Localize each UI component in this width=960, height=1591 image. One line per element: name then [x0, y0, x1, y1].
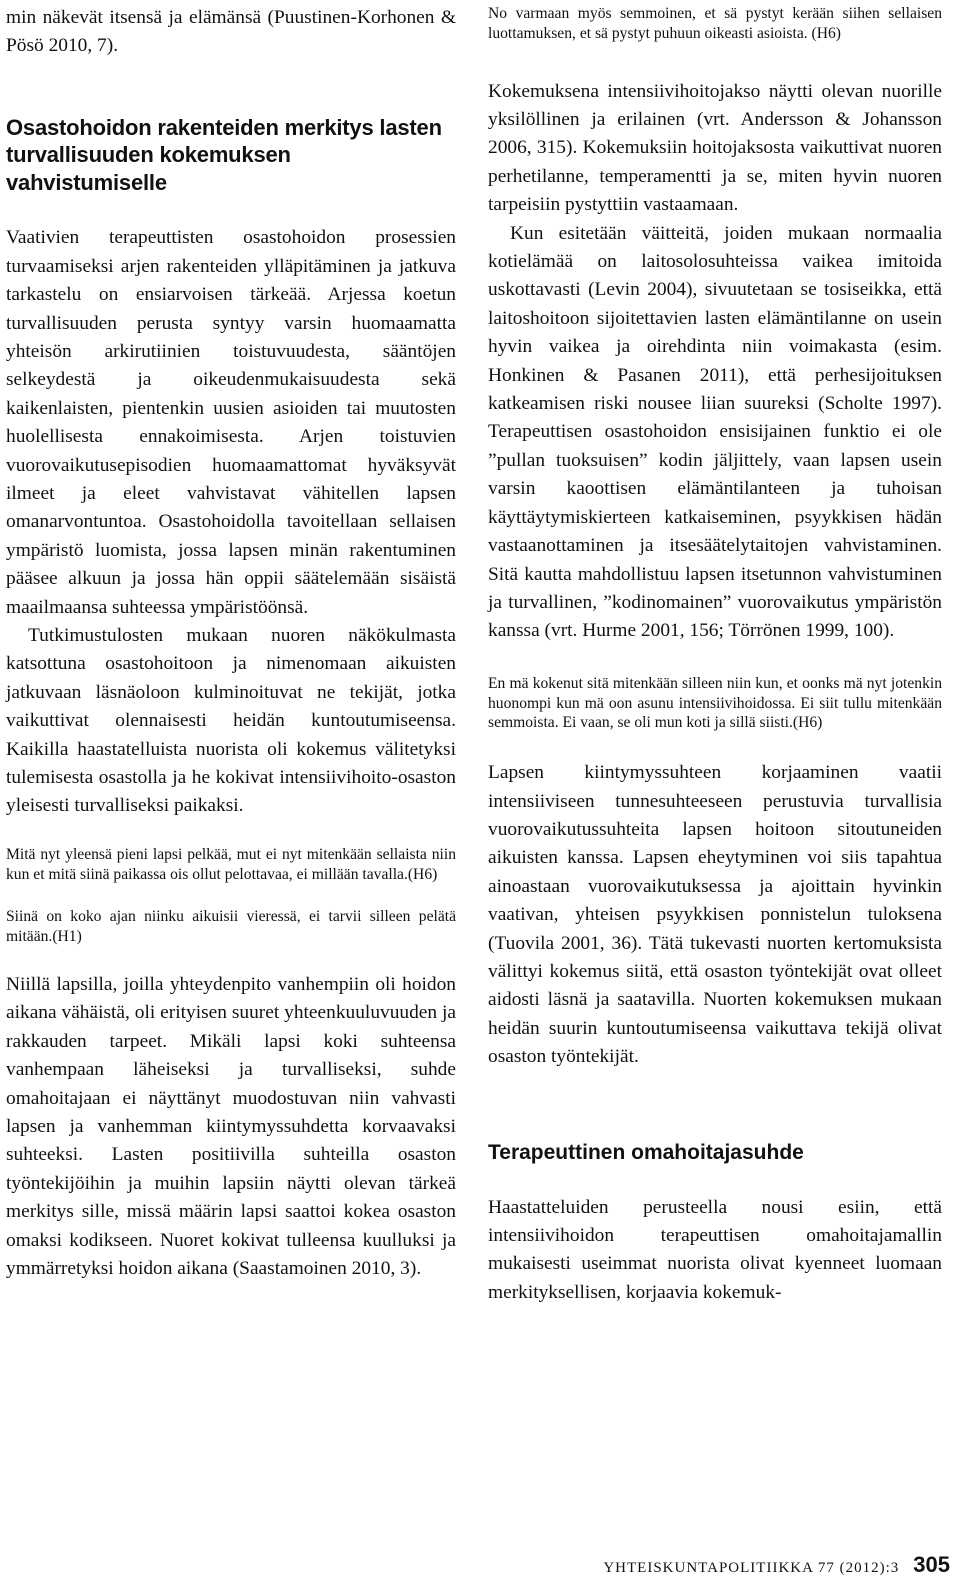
section-heading: Osastohoidon rakenteiden merkitys lasten turvallisuuden kokemuksen vahvistumiselle	[6, 114, 442, 195]
paragraph: Kun esitetään väitteitä, joiden mukaan normaalia kotielämää on laitosolosuhteissa vaikea imitoida uskottavasti (Levin 2004), sivuutetaan se tosiseikka, että laitoshoitoon sijoitettavien lasten elämäntilanne on usein hyvin vaikea ja oirehdinta niin voimakasta (esim. Honkinen & Pasanen 2011), että perhesijoituksen katkeamisen riski nousee liian suureksi (Scholte 1997). Terapeuttisen osastohoidon ensisijainen funktio ei ole ”pullan tuoksuisen” kodin jäljittely, vaan lapsen usein varsin kaoottisen elämäntilanteen ja tuhoisan käyttäytymiskierteen katkaiseminen, psyykkisen hädän vastaanottaminen ja itsesäätelytaitojen vahvistaminen. Sitä kautta mahdollistuu lapsen itsetunnon vahvistuminen ja turvallinen, ”kodinomainen” vuorovaikutus ympäristön kanssa (vrt. Hurme 2001, 156; Törrönen 1999, 100).	[488, 222, 942, 642]
left-column	[6, 0, 456, 1284]
right-column	[488, 0, 942, 1307]
page-footer	[603, 1552, 950, 1578]
paragraph: Lapsen kiintymyssuhteen korjaaminen vaatii intensiiviseen tunnesuhteeseen perustuvia turvallisia vuorovaikutussuhteita lapsen hoitoon sitoutuneiden aikuisten kanssa. Lapsen eheytyminen voi siis tapahtua ainoastaan vuorovaikutuksessa ja ajoittain hyvinkin vaativan, yhteisen psyykkisen ponnistelun tuloksena (Tuovila 2001, 36). Tätä tukevasti nuorten kertomuksista välittyi kokemus siitä, että osaston työntekijät ovat olleet aidosti läsnä ja saatavilla. Nuorten kokemuksen mukaan heidän suurin kuntoutumiseensa vaikuttava tekijä olivat osaston työntekijät.	[488, 762, 942, 1068]
paragraph: Niillä lapsilla, joilla yhteydenpito vanhempiin oli hoidon aikana vähäistä, oli erityisen suuret yhteenkuuluvuuden ja rakkauden tarpeet. Mikäli lapsi koki suhteensa vanhempaan läheiseksi ja turvalliseksi, suhde omahoitajaan ei näyttänyt muodostuvan niin vahvasti lapsen ja vanhemman kiintymyssuhdetta korvaavaksi suhteeksi. Lasten positiivilla suhteilla osaston työntekijöihin ja muihin lapsiin näytti olevan tärkeä merkitys sille, missä määrin lapsi saattoi kokea osaston omaksi kodikseen. Nuoret kokivat tulleensa kuulluksi ja ymmärretyksi hoidon aikana (Saastamoinen 2010, 3).	[6, 974, 456, 1280]
paragraph: Haastatteluiden perusteella nousi esiin, että intensiivihoidon terapeuttisen omahoitajamallin mukaisesti useimmat nuorista olivat kyenneet luomaan merkityksellisen, korjaavia kokemuk-	[488, 1196, 942, 1303]
interview-quote: En mä kokenut sitä mitenkään silleen niin kun, et oonks mä nyt jotenkin huonompi kun mä oon asunu intensiivihoidossa. Ei siit tullu mitenkään semmoista. Ei vaan, se oli mun koti ja sillä siisti.(H6)	[488, 674, 942, 732]
paragraph: Vaativien terapeuttisten osastohoidon prosessien turvaamiseksi arjen rakenteiden ylläpitäminen ja jatkuva tarkastelu on ensiarvoisen tärkeää. Arjessa koetun turvallisuuden perusta syntyy varsin huomaamatta yhteisön arkirutiinien toistuvuudesta, sääntöjen selkeydestä ja oikeudenmukaisuudesta sekä kaikenlaisten, pientenkin uusien asioiden tai muutosten huolellisesta ennakoimisesta. Arjen toistuvien vuorovaikutusepisodien huomaamattomat hyväksyvät ilmeet ja eleet vahvistavat vähitellen lapsen omanarvontuntoa. Osastohoidolla tavoitellaan sellaisen ympäristö luomista, jossa lapsen minän rakentuminen pääsee alkuun ja jossa hän oppii säätelemään sisäistä maailmaansa suhteessa ympäristöönsä.	[6, 227, 456, 618]
paragraph-continuation: min näkevät itsensä ja elämänsä (Puustinen-Korhonen & Pösö 2010, 7).	[6, 7, 456, 57]
page-number: 305	[913, 1552, 950, 1577]
journal-citation: YHTEISKUNTAPOLITIIKKA 77 (2012):3	[603, 1560, 900, 1576]
paragraph: Tutkimustulosten mukaan nuoren näkökulmasta katsottuna osastohoitoon ja nimenomaan aikuisten jatkuvaan läsnäoloon kulminoituvat ne tekijät, jotka vaikuttivat olennaisesti heidän kuntoutumiseensa. Kaikilla haastatelluista nuorista oli kokemus välitetyksi tulemisesta osastolla ja he kokivat intensiivihoito-osaston yleisesti turvalliseksi paikaksi.	[6, 625, 456, 817]
paragraph: Kokemuksena intensiivihoitojakso näytti olevan nuorille yksilöllinen ja erilainen (vrt. Andersson & Johansson 2006, 315). Kokemuksiin hoitojaksosta vaikuttivat nuoren perhetilanne, temperamentti ja se, miten hyvin nuoren tarpeisiin pystyttiin vastaamaan.	[488, 80, 942, 216]
interview-quote: Siinä on koko ajan niinku aikuisii vieressä, ei tarvii silleen pelätä mitään.(H1)	[6, 908, 456, 946]
section-heading: Terapeuttinen omahoitajasuhde	[488, 1140, 804, 1164]
interview-quote: Mitä nyt yleensä pieni lapsi pelkää, mut ei nyt mitenkään sellaista niin kun et mitä siinä paikassa ois ollut pelottavaa, ei millään tavalla.(H6)	[6, 845, 456, 883]
interview-quote: No varmaan myös semmoinen, et sä pystyt kerään siihen sellaisen luottamuksen, et sä pystyt puhuun oikeasti asioista. (H6)	[488, 5, 942, 42]
